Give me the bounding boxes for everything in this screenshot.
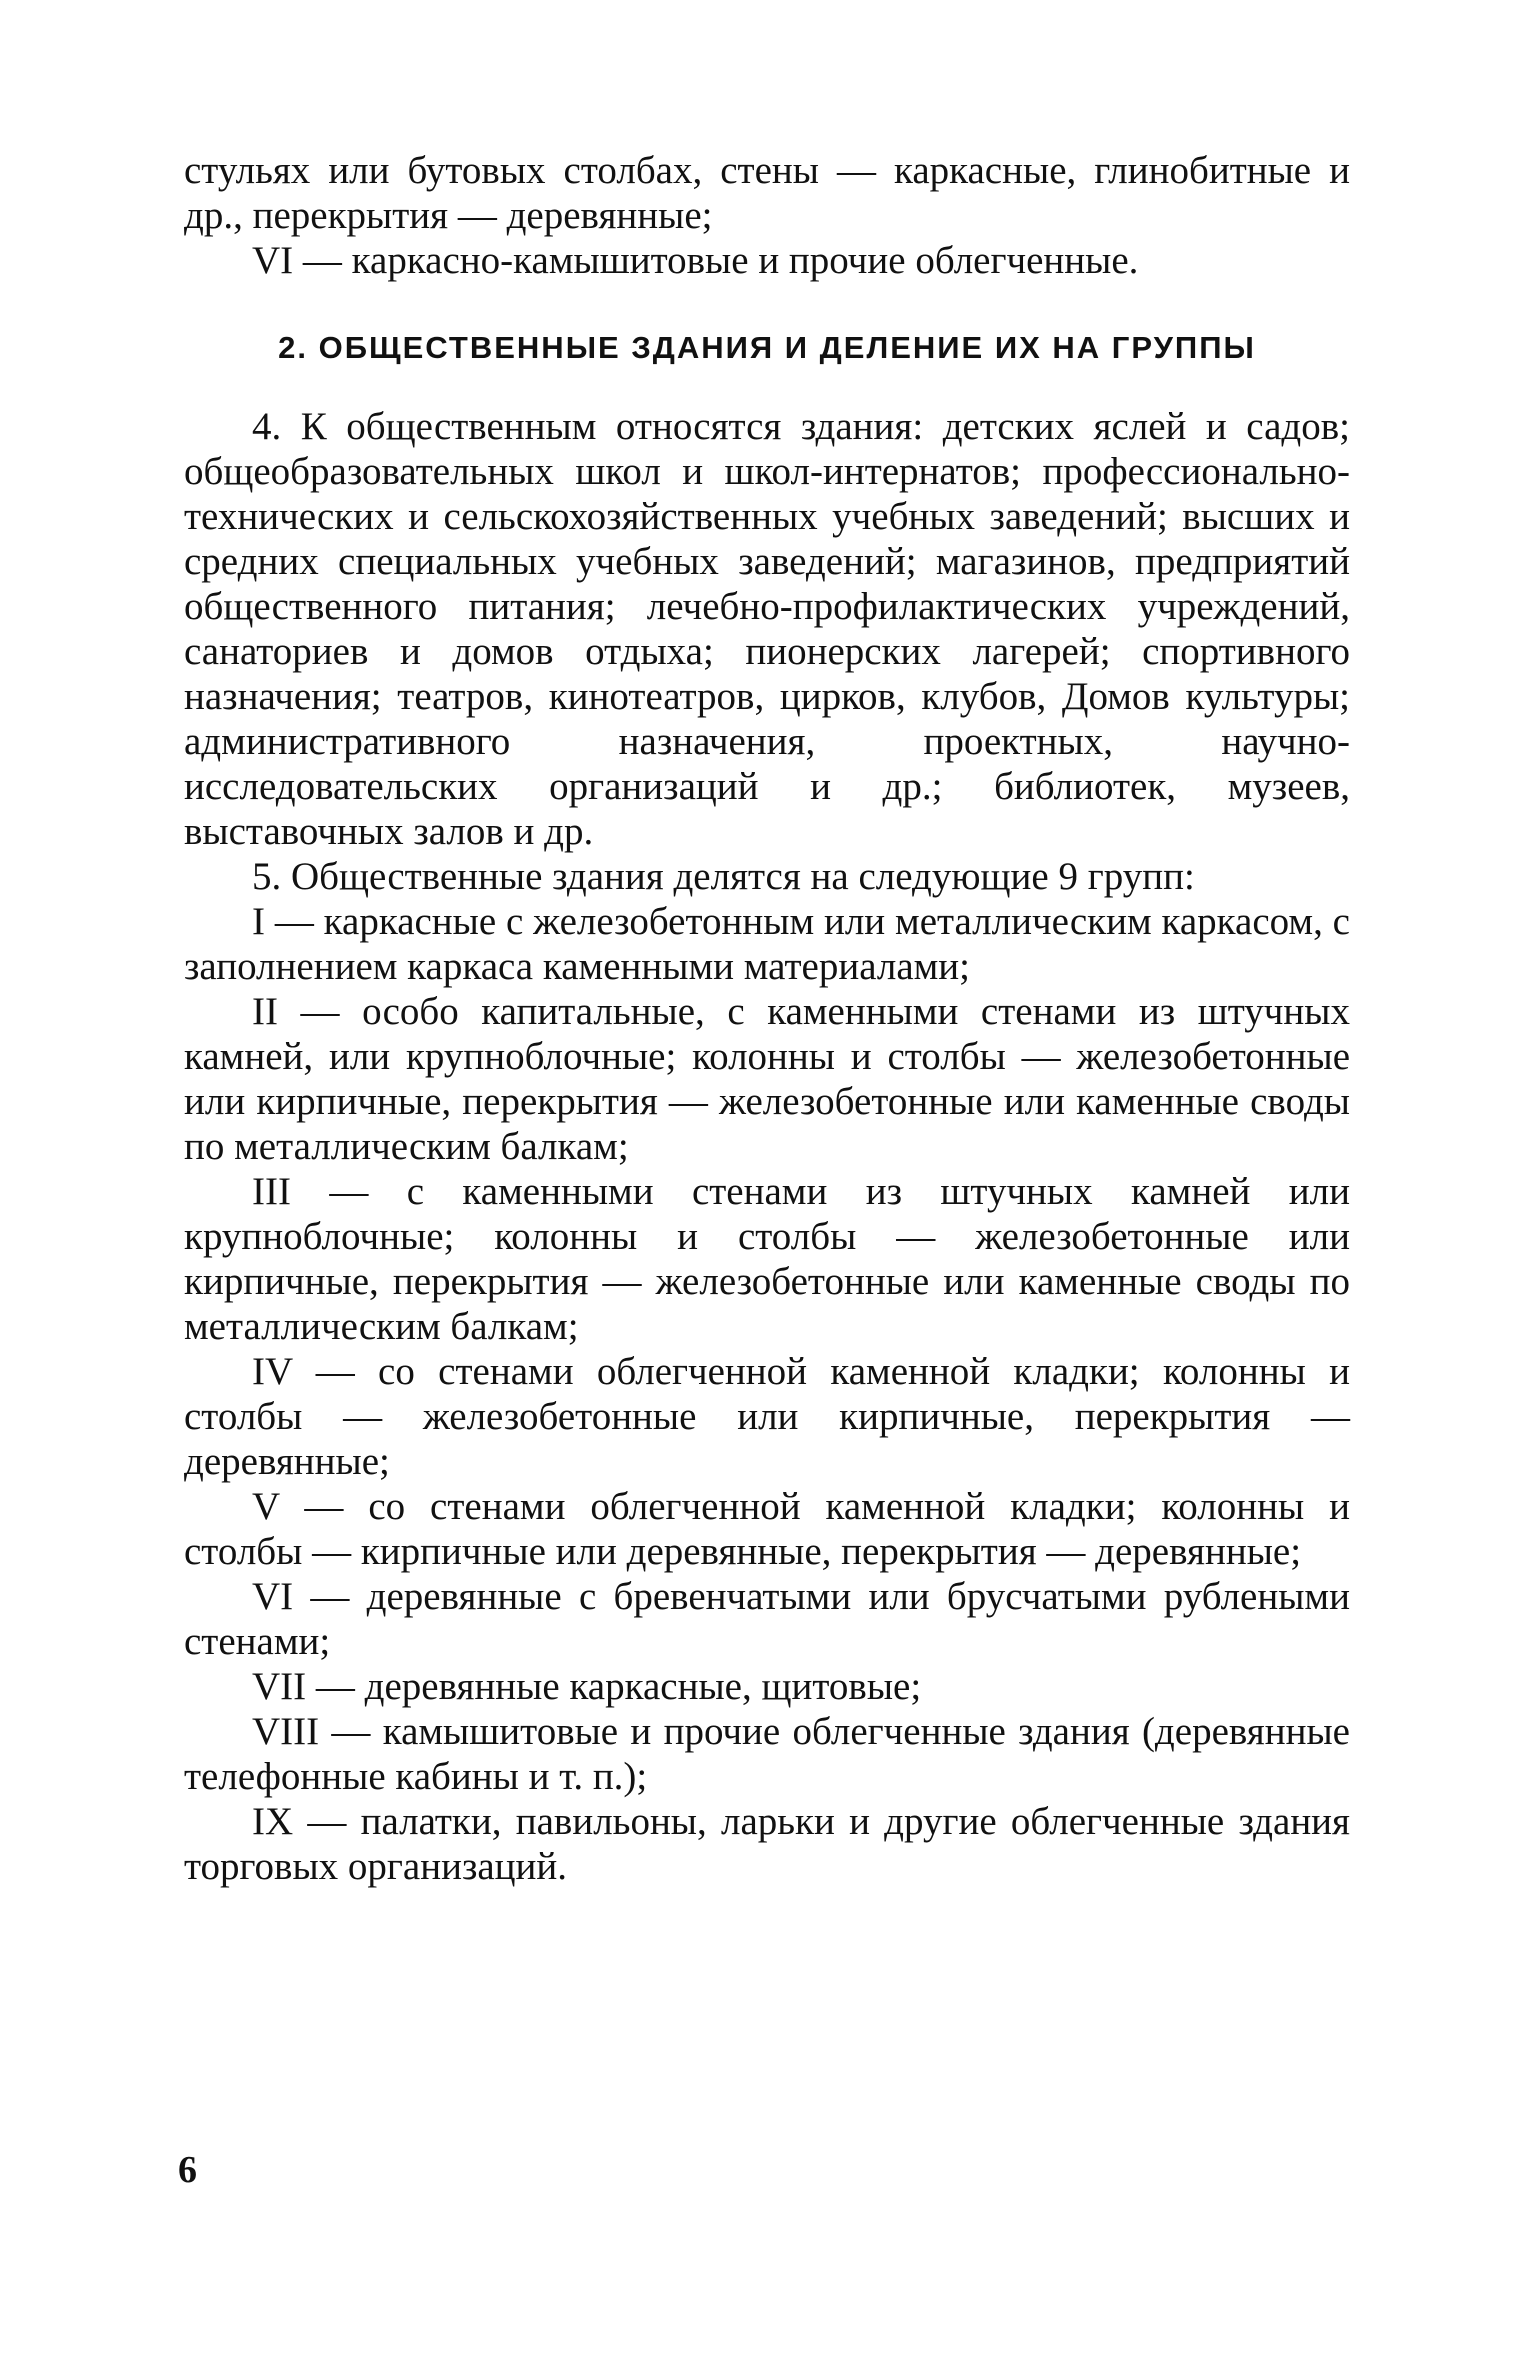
group-item-viii: VIII — камышитовые и прочие облегченные здания (деревянные телефонные кабины и т. п.); <box>184 1710 1350 1798</box>
page-number: 6 <box>178 2149 197 2191</box>
paragraph-4: 4. К общественным относятся здания: детских яслей и садов; общеобразовательных школ и школ-интернатов; профессионально-технических и сельскохозяйственных учебных заведений; высших и средних специальных учебных заведений; магазинов, предприятий общественного питания; лечебно-профилактических учреждений, санаториев и домов отдыха; пионерских лагерей; спортивного назначения; театров, кинотеатров, цирков, клубов, Домов культуры; административного назначения, проектных, научно-исследовательских организаций и др.; библиотек, музеев, выставочных залов и др. <box>184 405 1350 853</box>
page-body <box>184 148 1350 1889</box>
group-item-vi: VI — деревянные с бревенчатыми или брусчатыми рублеными стенами; <box>184 1575 1350 1663</box>
group-item-ix: IX — палатки, павильоны, ларьки и другие облегченные здания торговых организаций. <box>184 1800 1350 1888</box>
group-item-i: I — каркасные с железобетонным или металлическим каркасом, с заполнением каркаса каменными материалами; <box>184 900 1350 988</box>
section-heading: 2. ОБЩЕСТВЕННЫЕ ЗДАНИЯ И ДЕЛЕНИЕ ИХ НА ГРУППЫ <box>278 330 1256 365</box>
group-item-ii: II — особо капитальные, с каменными стенами из штучных камней, или крупноблочные; колонны и столбы — железобетонные или кирпичные, перекрытия — железобетонные или каменные своды по металлическим балкам; <box>184 990 1350 1168</box>
continuation-item-vi: VI — каркасно-камышитовые и прочие облегченные. <box>252 239 1139 282</box>
paragraph-5: 5. Общественные здания делятся на следующие 9 групп: <box>252 855 1195 898</box>
group-item-v: V — со стенами облегченной каменной кладки; колонны и столбы — кирпичные или деревянные, перекрытия — деревянные; <box>184 1485 1350 1573</box>
group-list <box>184 899 1350 1889</box>
group-item-iii: III — с каменными стенами из штучных камней или крупноблочные; колонны и столбы — железобетонные или кирпичные, перекрытия — железобетонные или каменные своды по металлическим балкам; <box>184 1170 1350 1348</box>
continuation-paragraph: стульях или бутовых столбах, стены — каркасные, глинобитные и др., перекрытия — деревянные; <box>184 149 1350 237</box>
group-item-vii: VII — деревянные каркасные, щитовые; <box>252 1665 922 1708</box>
group-item-iv: IV — со стенами облегченной каменной кладки; колонны и столбы — железобетонные или кирпичные, перекрытия — деревянные; <box>184 1350 1350 1483</box>
